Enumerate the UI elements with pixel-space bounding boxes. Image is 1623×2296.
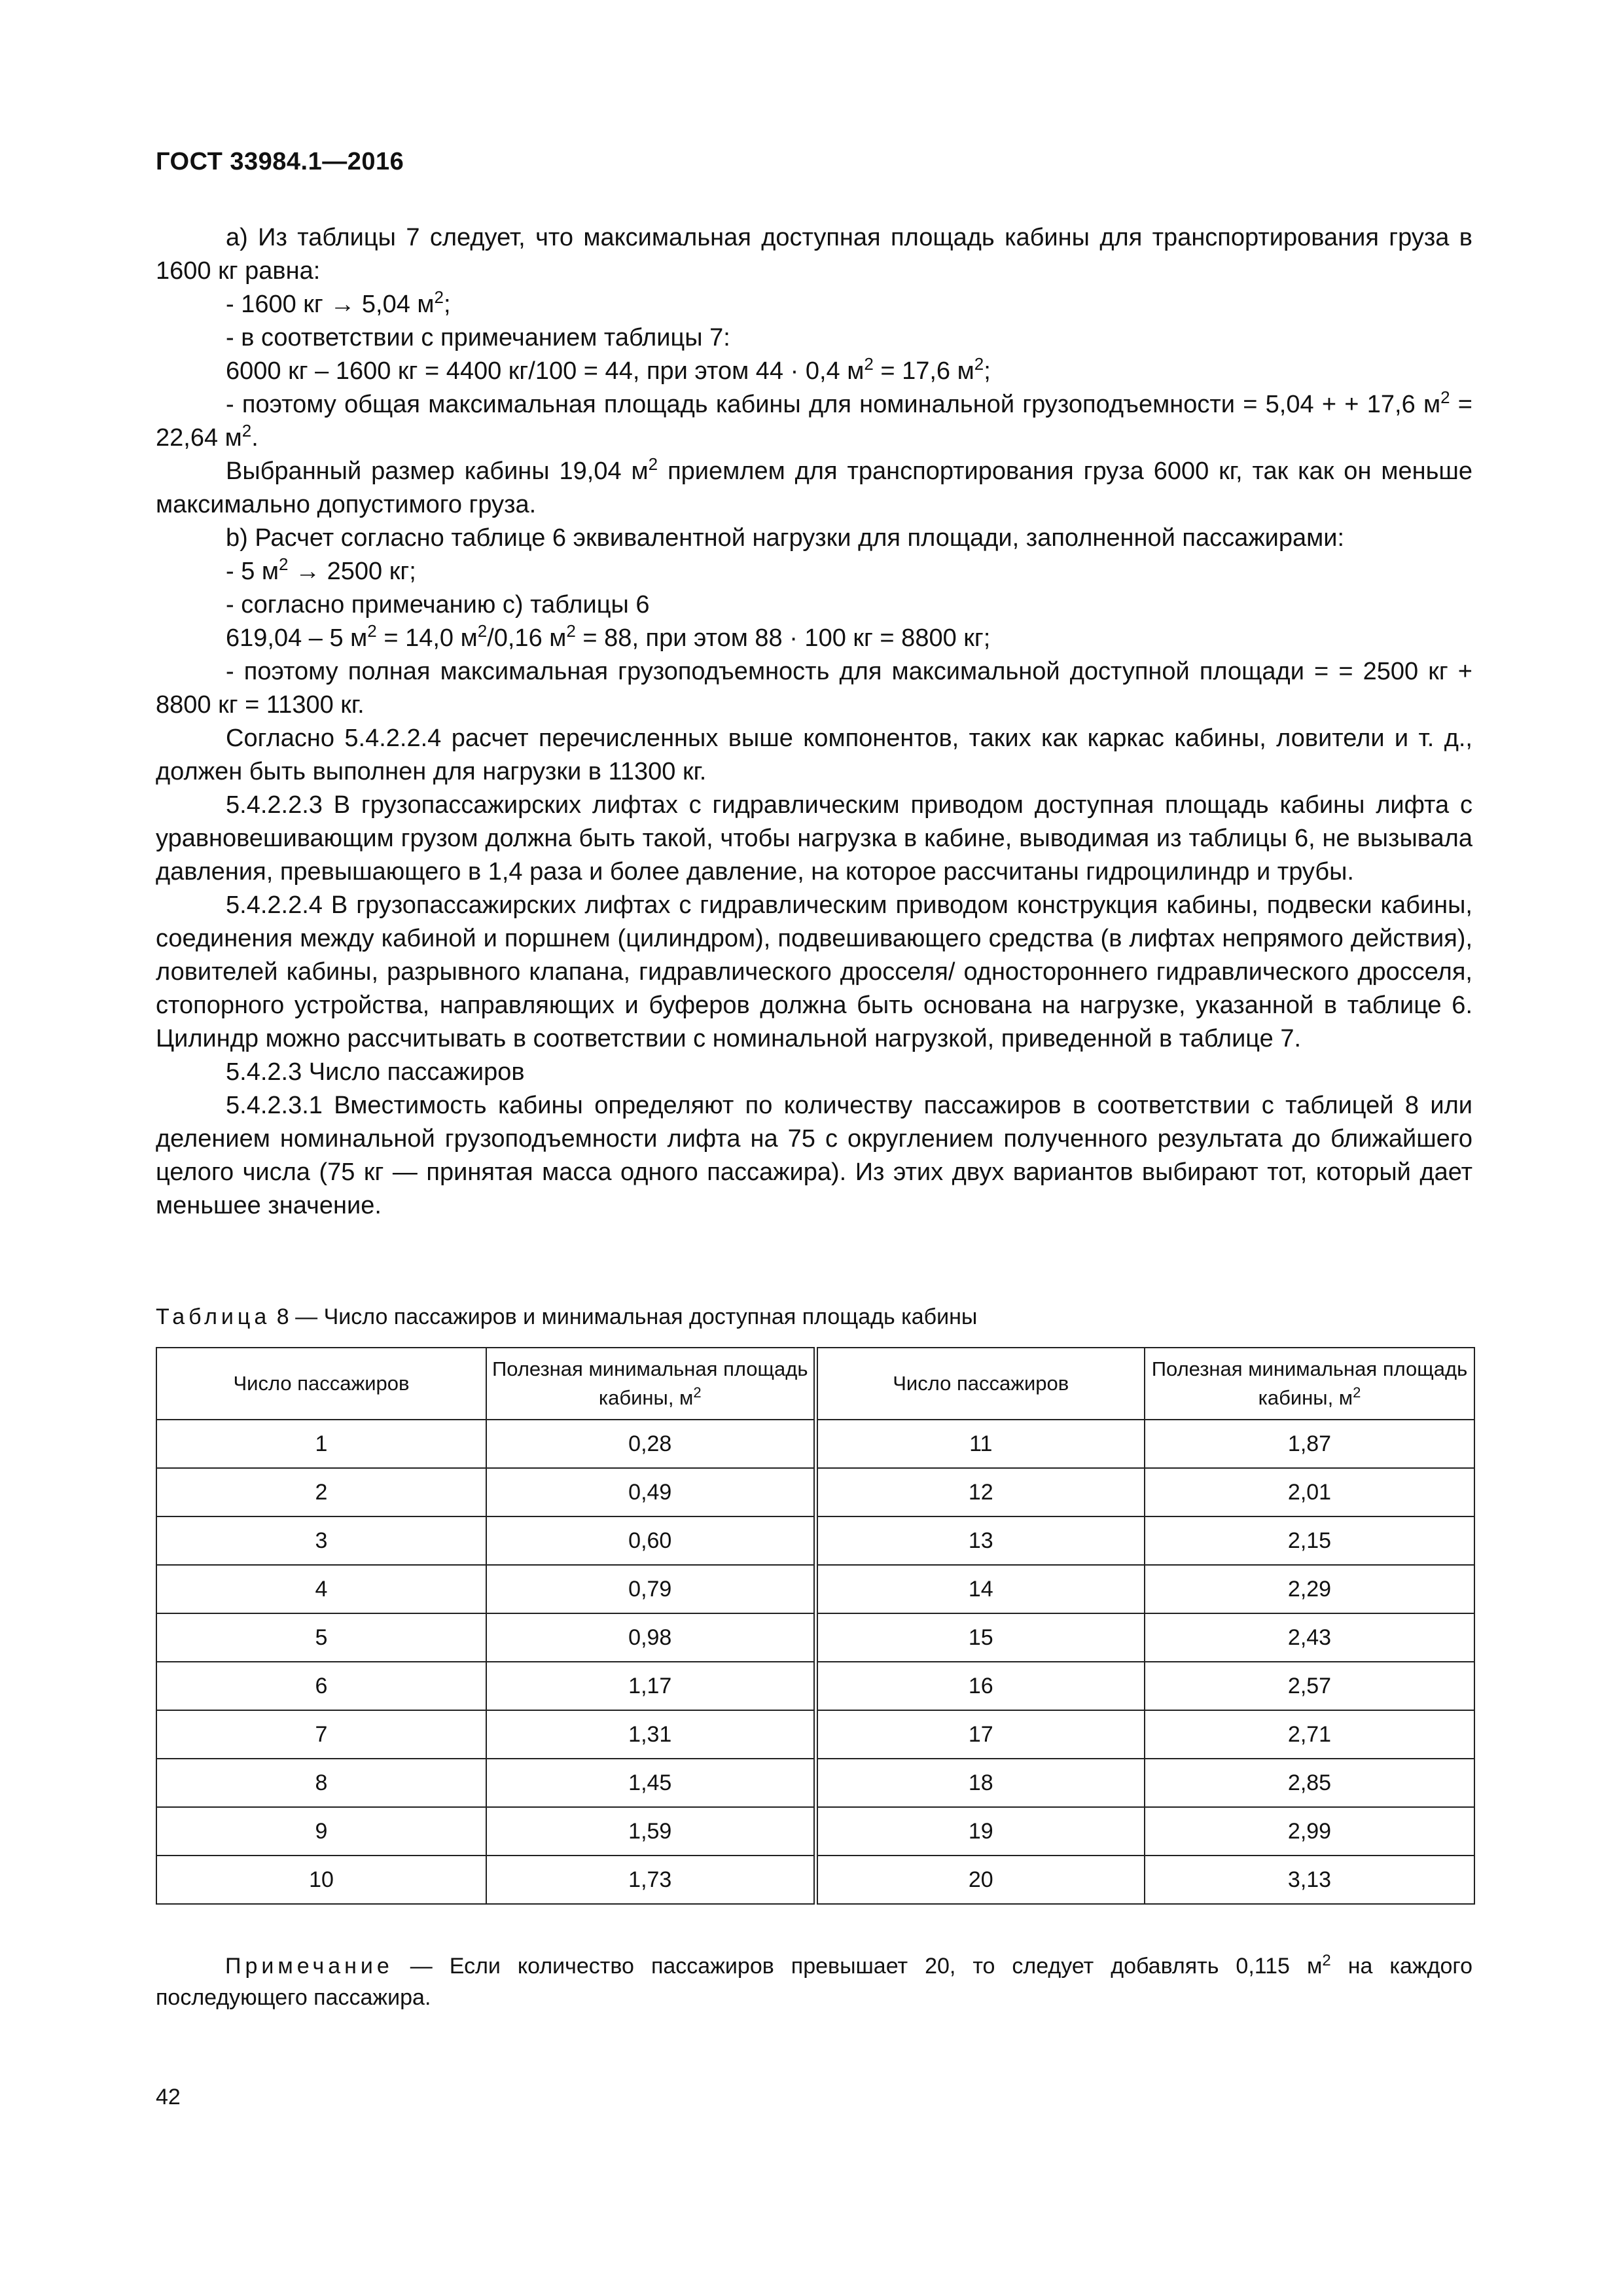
table-cell: 0,79 bbox=[486, 1565, 815, 1613]
paragraph: Выбранный размер кабины 19,04 $м^2$ приемлем для транспортирования груза 6000 кг, так как он меньше максимально допустимого груза. bbox=[156, 454, 1473, 518]
table-cell: 2 bbox=[156, 1468, 486, 1516]
table-header-cell: Полезная минимальная площадь кабины, $м^2$ bbox=[486, 1348, 815, 1420]
table-cell: 10 bbox=[156, 1856, 486, 1904]
table-row bbox=[156, 1613, 1474, 1662]
paragraph: 5.4.2.3.1 Вместимость кабины определяют по количеству пассажиров в соответствии с таблицей 8 или делением номинальной грузоподъемности лифта на 75 с округлением полученного результата до ближайшего целого числа (75 кг — принятая масса одного пассажира). Из этих двух вариантов выбирают тот, который дает меньшее значение. bbox=[156, 1092, 1472, 1219]
table-cell: 15 bbox=[815, 1613, 1145, 1662]
body-text bbox=[156, 221, 1472, 1223]
table-cell: 2,71 bbox=[1145, 1710, 1474, 1759]
table-cell: 2,99 bbox=[1145, 1807, 1474, 1856]
table-cell: 5 bbox=[156, 1613, 486, 1662]
paragraph: - в соответствии с примечанием таблицы 7: bbox=[226, 324, 730, 351]
paragraph: a) Из таблицы 7 следует, что максимальная доступная площадь кабины для транспортирования груза в 1600 кг равна: bbox=[156, 224, 1472, 285]
table-cell: 13 bbox=[815, 1516, 1145, 1565]
paragraph: - согласно примечанию с) таблицы 6 bbox=[226, 591, 650, 619]
table-cell: 2,85 bbox=[1145, 1759, 1474, 1807]
table-cell: 3,13 bbox=[1145, 1856, 1474, 1904]
table-caption bbox=[156, 1302, 977, 1331]
paragraph: - 5 $м^2 \to 2500$ кг; bbox=[226, 554, 416, 585]
table-cell: 12 bbox=[815, 1468, 1145, 1516]
table-cell: 1,87 bbox=[1145, 1420, 1474, 1468]
page-number: 42 bbox=[156, 2085, 181, 2109]
table-cell: 1 bbox=[156, 1420, 486, 1468]
table-header-row bbox=[156, 1348, 1474, 1420]
table-row bbox=[156, 1468, 1474, 1516]
table-caption-text: 8 — Число пассажиров и минимальная доступная площадь кабины bbox=[276, 1304, 978, 1329]
table-cell: 1,59 bbox=[486, 1807, 815, 1856]
passengers-table bbox=[156, 1347, 1475, 1905]
document-id: ГОСТ 33984.1—2016 bbox=[156, 148, 404, 175]
paragraph: 6000 кг – 1600 кг = 4400 кг/100 = 44, при этом 44 · 0,4 $м^2 = 17,6$ $м^2$; bbox=[226, 354, 991, 385]
table-note: Примечание — Если количество пассажиров превышает 20, то следует добавлять 0,115 $м^2$ на каждого последующего пассажира. bbox=[156, 1952, 1472, 2010]
table-cell: 2,57 bbox=[1145, 1662, 1474, 1710]
table-cell: 20 bbox=[815, 1856, 1145, 1904]
paragraph: 5.4.2.2.3 В грузопассажирских лифтах с гидравлическим приводом доступная площадь кабины лифта с уравновешивающим грузом должна быть такой, чтобы нагрузка в кабине, выводимая из таблицы 6, не вызывала давления, превышающего в 1,4 раза и более давление, на которое рассчитаны гидроцилиндр и трубы. bbox=[156, 791, 1472, 886]
table-cell: 4 bbox=[156, 1565, 486, 1613]
paragraph: 5.4.2.3 Число пассажиров bbox=[226, 1058, 525, 1086]
table-cell: 0,60 bbox=[486, 1516, 815, 1565]
paragraph: - поэтому полная максимальная грузоподъемность для максимальной доступной площади = = 2500 кг + 8800 кг = 11300 кг. bbox=[156, 658, 1472, 719]
table-cell: 1,31 bbox=[486, 1710, 815, 1759]
paragraph: - 1600 кг → 5,04 $м^2$; bbox=[226, 287, 451, 318]
paragraph: Согласно 5.4.2.2.4 расчет перечисленных выше компонентов, таких как каркас кабины, ловители и т. д., должен быть выполнен для нагрузки в 11300 кг. bbox=[156, 725, 1472, 785]
table-cell: 2,29 bbox=[1145, 1565, 1474, 1613]
table-cell: 1,17 bbox=[486, 1662, 815, 1710]
table-row bbox=[156, 1420, 1474, 1468]
table-row bbox=[156, 1662, 1474, 1710]
table-cell: 11 bbox=[815, 1420, 1145, 1468]
table-row bbox=[156, 1710, 1474, 1759]
table-cell: 2,43 bbox=[1145, 1613, 1474, 1662]
table-cell: 0,98 bbox=[486, 1613, 815, 1662]
table-cell: 0,49 bbox=[486, 1468, 815, 1516]
table-row bbox=[156, 1807, 1474, 1856]
table-cell: 2,01 bbox=[1145, 1468, 1474, 1516]
table-cell: 6 bbox=[156, 1662, 486, 1710]
table-cell: 1,73 bbox=[486, 1856, 815, 1904]
table-header-cell: Число пассажиров bbox=[156, 1348, 486, 1420]
table-cell: 1,45 bbox=[486, 1759, 815, 1807]
table-header-cell: Число пассажиров bbox=[815, 1348, 1145, 1420]
table-row bbox=[156, 1856, 1474, 1904]
table-cell: 18 bbox=[815, 1759, 1145, 1807]
table-row bbox=[156, 1759, 1474, 1807]
paragraph: 619,04 – 5 $м^2 = 14,0$ $м^2/0,16$ $м^2 = 88$, при этом 88 · 100 кг = 8800 кг; bbox=[226, 621, 991, 652]
note-label: Примечание bbox=[225, 1954, 393, 1979]
table-cell: 7 bbox=[156, 1710, 486, 1759]
paragraph: b) Расчет согласно таблице 6 эквивалентной нагрузки для площади, заполненной пассажирами: bbox=[226, 524, 1345, 552]
table-cell: 14 bbox=[815, 1565, 1145, 1613]
table-cell: 9 bbox=[156, 1807, 486, 1856]
table-header-cell: Полезная минимальная площадь кабины, $м^2$ bbox=[1145, 1348, 1474, 1420]
table-caption-label: Таблица bbox=[156, 1304, 271, 1329]
table-cell: 16 bbox=[815, 1662, 1145, 1710]
table-cell: 0,28 bbox=[486, 1420, 815, 1468]
table-row bbox=[156, 1516, 1474, 1565]
paragraph: 5.4.2.2.4 В грузопассажирских лифтах с гидравлическим приводом конструкция кабины, подвески кабины, соединения между кабиной и поршнем (цилиндром), подвешивающего средства (в лифтах непрямого действия), ловителей кабины, разрывного клапана, гидравлического дросселя/ одностороннего гидравлического дросселя, стопорного устройства, направляющих и буферов должна быть основана на нагрузке, указанной в таблице 6. Цилиндр можно рассчитывать в соответствии с номинальной нагрузкой, приведенной в таблице 7. bbox=[156, 891, 1472, 1052]
table-cell: 17 bbox=[815, 1710, 1145, 1759]
paragraph: - поэтому общая максимальная площадь кабины для номинальной грузоподъемности = 5,04 + + 17,6 $м^2 = 22,64$ $м^2$. bbox=[156, 387, 1472, 452]
table-cell: 19 bbox=[815, 1807, 1145, 1856]
table-cell: 8 bbox=[156, 1759, 486, 1807]
table-cell: 3 bbox=[156, 1516, 486, 1565]
table-cell: 2,15 bbox=[1145, 1516, 1474, 1565]
table-row bbox=[156, 1565, 1474, 1613]
